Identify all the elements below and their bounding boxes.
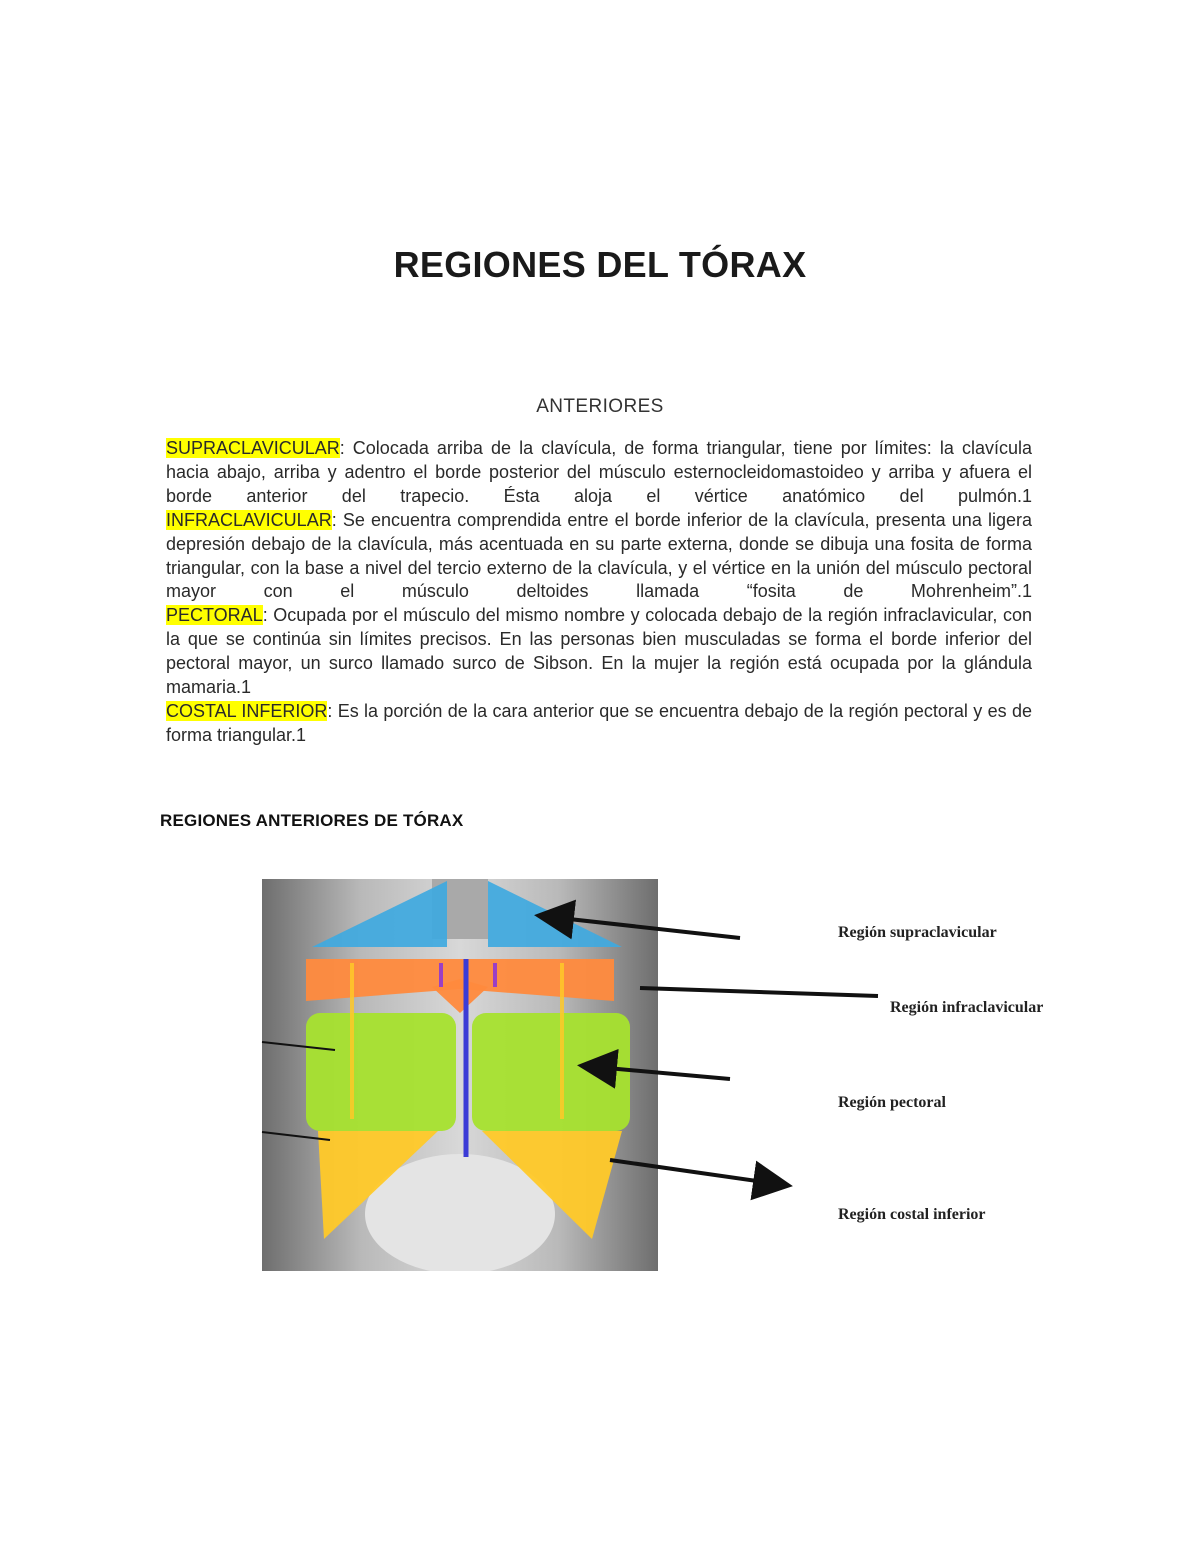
region-pectoral-left — [306, 1013, 456, 1131]
paragraph-pectoral — [166, 604, 1032, 700]
term-pectoral: PECTORAL — [166, 605, 263, 626]
figure-caption: REGIONES ANTERIORES DE TÓRAX — [160, 811, 464, 830]
label-infraclavicular: Región infraclavicular — [890, 999, 1044, 1016]
label-supraclavicular: Región supraclavicular — [838, 924, 997, 941]
section-heading: ANTERIORES — [536, 396, 664, 417]
paragraph-text: : Es la porción de la cara anterior que se encuentra debajo de la región pectoral y es de forma triangular.1 — [166, 700, 1032, 745]
paragraph-infraclavicular — [166, 509, 1032, 605]
paragraph-text: : Colocada arriba de la clavícula, de forma triangular, tiene por límites: la clavícula hacia abajo, arriba y adentro el borde posterior del músculo esternocleidomastoideo y arriba y afuera el borde anterior del trapecio. Ésta aloja el vértice anatómico del pulmón.1 — [166, 438, 1032, 506]
thorax-figure — [262, 879, 658, 1271]
paragraph-text: : Ocupada por el músculo del mismo nombre y colocada debajo de la región infraclavicular, con la que se continúa sin límites precisos. En las personas bien musculadas se forma el borde inferior del pectoral mayor, un surco llamado surco de Sibson. En la mujer la región está ocupada por la glándula mamaria.1 — [166, 605, 1032, 698]
term-costal-inferior: COSTAL INFERIOR — [166, 700, 328, 721]
term-infraclavicular: INFRACLAVICULAR — [166, 509, 332, 530]
paragraph-supraclavicular — [166, 437, 1032, 509]
label-pectoral: Región pectoral — [838, 1094, 946, 1111]
page-title: REGIONES DEL TÓRAX — [393, 244, 807, 285]
paragraph-text: : Se encuentra comprendida entre el borde inferior de la clavícula, presenta una ligera depresión debajo de la clavícula, más acentuada en su parte externa, donde se dibuja una fosita de forma triangular, con la base a nivel del tercio externo de la clavícula, y el vértice en la unión del músculo pectoral mayor con el músculo deltoides llamada “fosita de Mohrenheim”.1 — [166, 509, 1032, 602]
region-pectoral-right — [472, 1013, 630, 1131]
label-costal-inferior: Región costal inferior — [838, 1206, 986, 1223]
arrow-infraclavicular — [640, 988, 878, 996]
term-supraclavicular: SUPRACLAVICULAR — [166, 438, 340, 458]
body-text — [166, 437, 1032, 748]
paragraph-costal-inferior — [166, 700, 1032, 748]
